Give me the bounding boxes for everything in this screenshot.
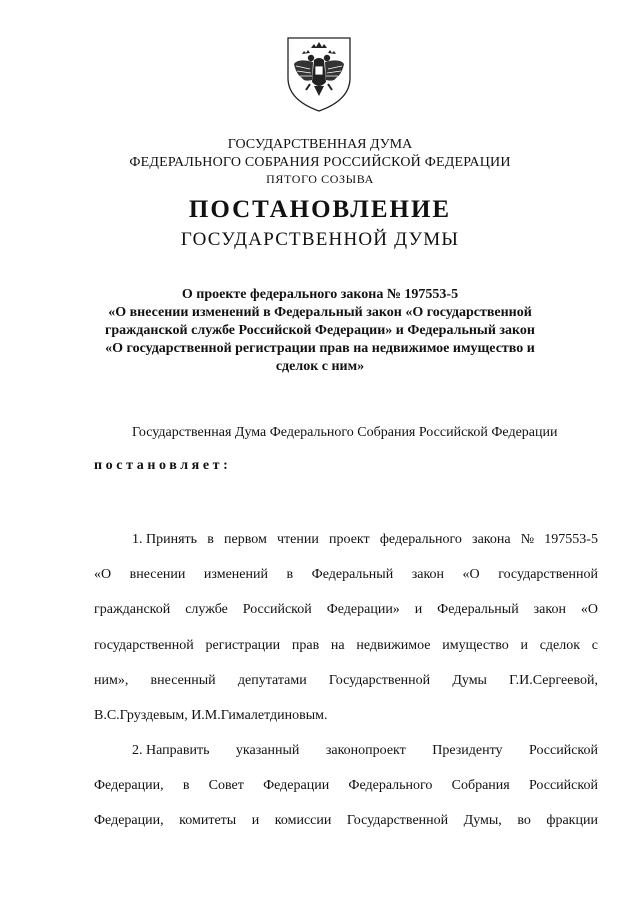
paragraph-line xyxy=(94,532,598,548)
word: во xyxy=(517,813,531,828)
word: Федерации» xyxy=(326,602,400,618)
word: закон xyxy=(411,567,445,583)
paragraph-line xyxy=(94,567,598,583)
paragraph-line xyxy=(94,602,598,618)
subject-line: «О внесении изменений в Федеральный закон «О государственной xyxy=(108,305,532,320)
word: недвижимое xyxy=(356,637,431,653)
word: «О xyxy=(462,567,480,583)
word: внесенный xyxy=(150,672,216,688)
word: Российской xyxy=(528,778,598,793)
intro-text: Государственная Дума Федерального Собрания Российской Федерации xyxy=(132,425,558,440)
word: Российской xyxy=(529,743,598,758)
word: Государственной xyxy=(346,813,449,828)
word: комиссии xyxy=(274,813,332,828)
word: Президенту xyxy=(432,743,503,758)
word: в xyxy=(286,567,294,583)
word: с xyxy=(591,637,598,653)
word: и xyxy=(414,602,423,618)
word: Федеральный xyxy=(311,567,394,583)
assembly-header-line: ФЕДЕРАЛЬНОГО СОБРАНИЯ РОССИЙСКОЙ ФЕДЕРАЦИИ xyxy=(129,155,511,170)
word: Федерации, xyxy=(94,778,164,793)
coat-of-arms-emblem xyxy=(284,34,354,114)
issuing-body-title: ГОСУДАРСТВЕННОЙ ДУМЫ xyxy=(180,229,460,250)
word: Думы, xyxy=(463,813,502,828)
word: Собрания xyxy=(451,778,510,793)
word: Федерального xyxy=(348,778,433,793)
word: В.С.Груздевым, И.М.Гималетдиновым. xyxy=(94,708,328,723)
word: депутатами xyxy=(237,672,307,688)
word: ним», xyxy=(94,672,129,688)
word: указанный xyxy=(235,743,300,758)
word: и xyxy=(520,637,528,653)
word: гражданской xyxy=(94,602,171,618)
paragraph-line xyxy=(94,708,598,724)
duma-header-line: ГОСУДАРСТВЕННАЯ ДУМА xyxy=(227,137,413,152)
word: внесении xyxy=(129,567,186,583)
word: закона xyxy=(472,532,511,547)
word: 2. Направить xyxy=(132,743,210,758)
word: Федерации xyxy=(263,778,330,793)
word: Совет xyxy=(208,778,244,793)
word: изменений xyxy=(203,567,268,583)
word: «О xyxy=(94,567,112,583)
document-type-title: ПОСТАНОВЛЕНИЕ xyxy=(188,196,452,223)
word: службе xyxy=(185,602,228,618)
word: государственной xyxy=(94,637,194,653)
subject-line: «О государственной регистрации прав на недвижимое имущество и xyxy=(105,341,535,356)
word: 1. Принять xyxy=(132,532,198,547)
word: Российской xyxy=(242,602,312,618)
paragraph-line xyxy=(94,638,598,654)
word: Думы xyxy=(452,672,487,688)
word: первом xyxy=(224,532,267,547)
resolves-word: постановляет: xyxy=(94,458,232,473)
subject-line: сделок с ним» xyxy=(275,359,365,374)
word: закон xyxy=(533,602,566,618)
paragraph-line xyxy=(94,813,598,829)
subject-line: гражданской службе Российской Федерации» и Федеральный закон xyxy=(105,323,535,338)
word: прав xyxy=(291,637,320,653)
paragraph-line xyxy=(94,778,598,794)
word: Г.И.Сергеевой, xyxy=(509,672,598,688)
word: в xyxy=(207,532,214,547)
word: на xyxy=(330,637,345,653)
word: № xyxy=(520,532,535,547)
word: и xyxy=(251,813,260,828)
word: Государственной xyxy=(328,672,431,688)
word: государственной xyxy=(498,567,598,583)
word: имущество xyxy=(442,637,509,653)
word: регистрации xyxy=(205,637,281,653)
subject-line: О проекте федерального закона № 197553-5 xyxy=(181,287,459,302)
word: проект xyxy=(329,532,370,547)
word: фракции xyxy=(546,813,598,828)
word: сделок xyxy=(539,637,581,653)
word: Федеральный xyxy=(437,602,519,618)
word: 197553-5 xyxy=(544,532,598,547)
word: комитеты xyxy=(179,813,237,828)
document-subject xyxy=(0,286,640,376)
convocation-header-line: ПЯТОГО СОЗЫВА xyxy=(266,172,374,186)
word: чтении xyxy=(277,532,319,547)
word: в xyxy=(182,778,190,793)
paragraph-line xyxy=(94,673,598,689)
word: законопроект xyxy=(325,743,406,758)
word: Федерации, xyxy=(94,813,164,828)
word: федерального xyxy=(379,532,462,547)
word: «О xyxy=(580,602,598,618)
paragraph-line xyxy=(94,743,598,759)
